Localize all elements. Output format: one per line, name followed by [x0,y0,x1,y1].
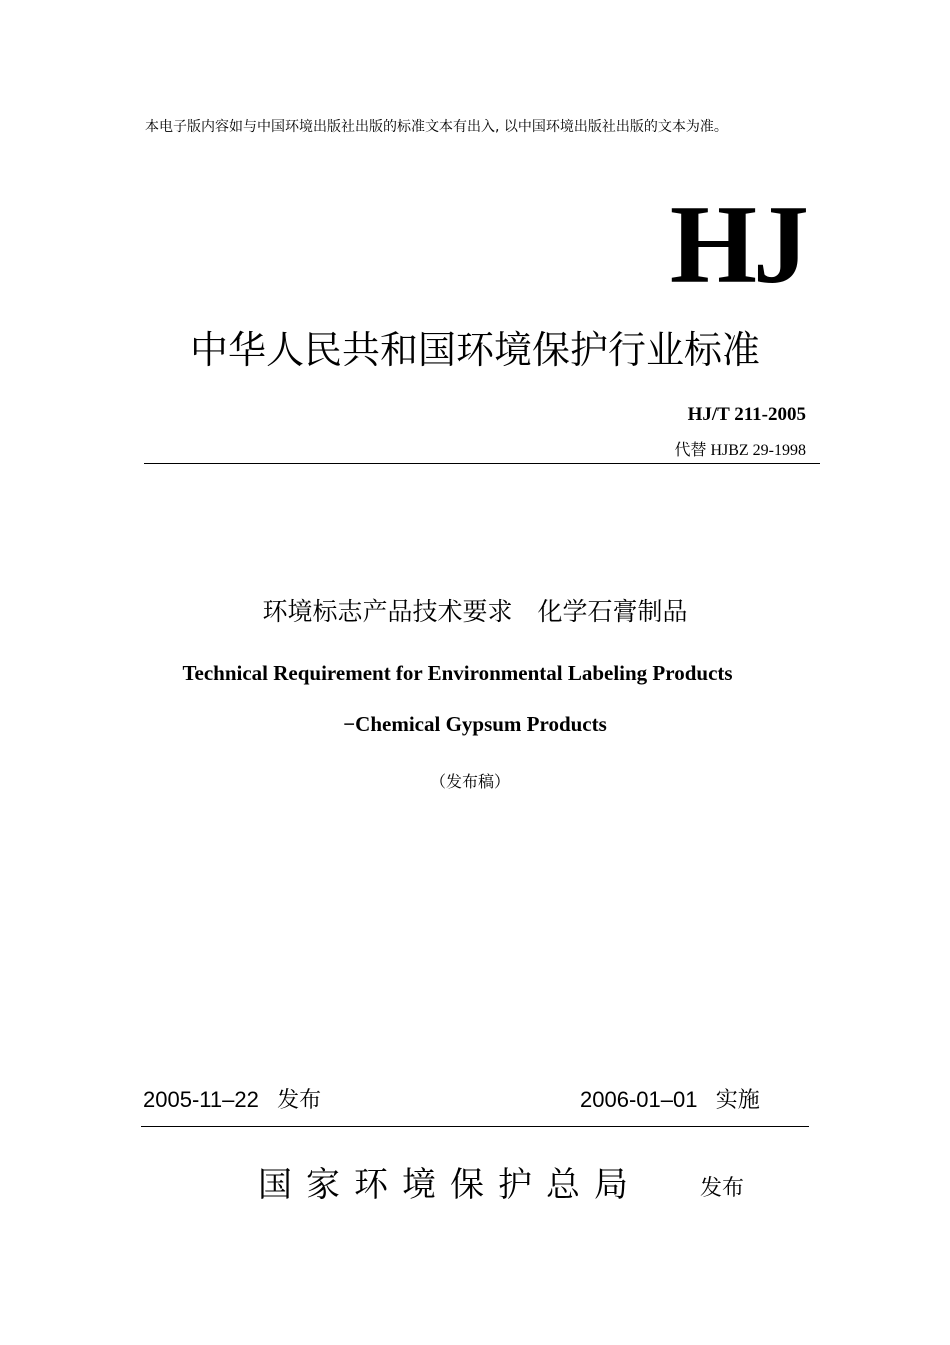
issue-date: 2005-11–22 [143,1087,259,1112]
header-divider [144,463,820,464]
issuing-authority: 国家环境保护总局 [258,1165,642,1205]
disclaimer-note: 本电子版内容如与中国环境出版社出版的标准文本有出入, 以中国环境出版社出版的文本为准。 [145,119,728,135]
standard-number: HJ/T 211-2005 [687,404,806,425]
effective-label: 实施 [715,1087,760,1112]
effective-date: 2006-01–01 [580,1087,698,1112]
document-title-cn: 环境标志产品技术要求 化学石膏制品 [262,597,688,626]
footer-divider [141,1126,809,1127]
hj-logo: HJ [669,183,805,307]
document-title-en-line1: Technical Requirement for Environmental Labeling Products [182,661,733,685]
draft-status: （发布稿） [429,772,510,791]
replaces-standard: 代替 HJBZ 29-1998 [674,442,806,459]
issue-label: 发布 [277,1087,322,1112]
issue-date-block [143,1085,321,1115]
document-title-en-line2: −Chemical Gypsum Products [343,712,607,736]
standard-category-title: 中华人民共和国环境保护行业标准 [189,328,760,372]
effective-date-block [580,1085,760,1115]
issuing-authority-suffix: 发布 [700,1176,745,1201]
